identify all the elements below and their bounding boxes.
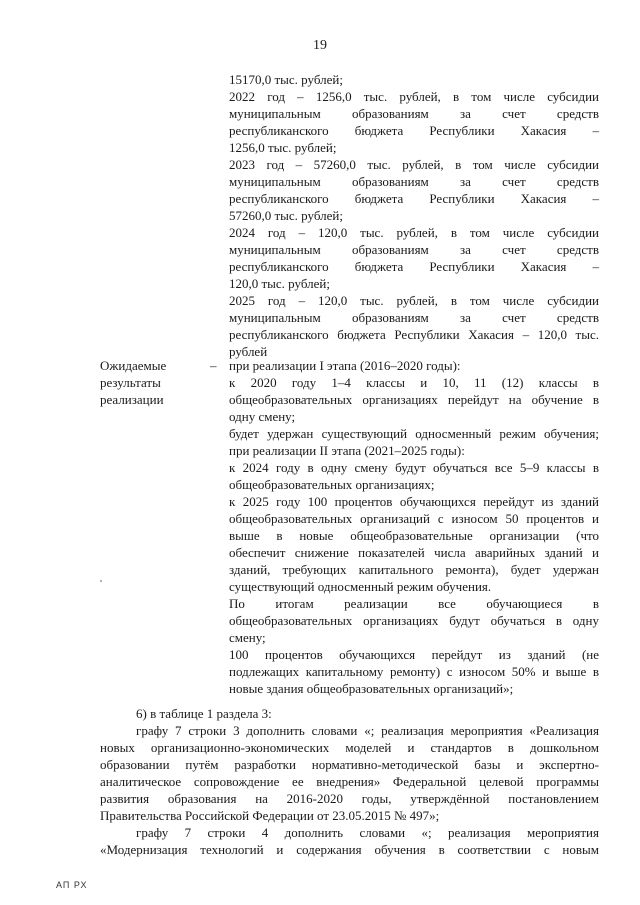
results-line: обеспечит снижение показателей числа аварийных зданий и xyxy=(229,545,599,560)
funding-line: 1256,0 тыс. рублей; xyxy=(229,140,337,155)
results-line: одну смену; xyxy=(229,409,296,424)
results-line: общеобразовательных организациях; xyxy=(229,477,435,492)
results-line: По итогам реализации все обучающиеся в xyxy=(229,596,599,611)
results-line: общеобразовательных организациях будут обучаться в одну xyxy=(229,613,599,628)
results-line: будет удержан существующий односменный режим обучения; xyxy=(229,426,599,441)
page-number: 19 xyxy=(313,38,327,53)
results-line: существующий односменный режим обучения. xyxy=(229,579,492,594)
results-line: выше в новые общеобразовательные организации (что xyxy=(229,528,599,543)
amendments-block xyxy=(100,705,599,858)
scan-speck xyxy=(100,580,102,582)
funding-line: муниципальным образованиям за счет средств xyxy=(229,242,599,257)
amendment-line: «Модернизация технологий и содержания обучения в соответствии с новым xyxy=(100,842,599,857)
results-line: смену; xyxy=(229,630,266,645)
funding-block xyxy=(229,71,599,360)
amendment-line: графу 7 строки 4 дополнить словами «; реализация мероприятия xyxy=(136,825,599,840)
results-line: к 2020 году 1–4 классы и 10, 11 (12) классы в xyxy=(229,375,599,390)
results-line: при реализации II этапа (2021–2025 годы): xyxy=(229,443,465,458)
funding-line: 2025 год – 120,0 тыс. рублей, в том числе субсидии xyxy=(229,293,599,308)
funding-line: республиканского бюджета Республики Хакасия – 120,0 тыс. xyxy=(229,327,599,342)
funding-line: республиканского бюджета Республики Хакасия – xyxy=(229,123,599,138)
amendment-line: графу 7 строки 3 дополнить словами «; реализация мероприятия «Реализация xyxy=(136,723,599,738)
results-line: 100 процентов обучающихся перейдут из зданий (не xyxy=(229,647,599,662)
funding-line: республиканского бюджета Республики Хакасия – xyxy=(229,259,599,274)
results-block xyxy=(229,357,599,697)
funding-line: 2024 год – 120,0 тыс. рублей, в том числе субсидии xyxy=(229,225,599,240)
funding-line: муниципальным образованиям за счет средств xyxy=(229,174,599,189)
amendment-line: развития образования на 2016-2020 годы, утверждённой постановлением xyxy=(100,791,599,806)
funding-line: 120,0 тыс. рублей; xyxy=(229,276,330,291)
results-line: зданий, требующих капитального ремонта), будет удержан xyxy=(229,562,599,577)
results-label-line: реализации xyxy=(100,392,164,407)
results-line: к 2024 году в одну смену будут обучаться все 5–9 классы в xyxy=(229,460,599,475)
funding-line: муниципальным образованиям за счет средств xyxy=(229,310,599,325)
results-line: подлежащих капитальному ремонту) с износом 50% и выше в xyxy=(229,664,599,679)
funding-line: 57260,0 тыс. рублей; xyxy=(229,208,343,223)
funding-line: 15170,0 тыс. рублей; xyxy=(229,72,343,87)
results-line: общеобразовательных организациях перейдут на обучение в xyxy=(229,392,599,407)
results-line: общеобразовательных организаций с износом 50 процентов и xyxy=(229,511,599,526)
amendment-line: новых организационно-экономических моделей и стандартов в дошкольном xyxy=(100,740,599,755)
funding-line: рублей xyxy=(229,344,268,359)
funding-line: муниципальным образованиям за счет средств xyxy=(229,106,599,121)
amendment-line: образовании путём разработки нормативно-методической базы и экспертно- xyxy=(100,757,599,772)
amendment-line: аналитическое сопровождение ее внедрения» Федеральной целевой программы xyxy=(100,774,599,789)
footer-stamp: АП РХ xyxy=(56,880,88,890)
funding-line: республиканского бюджета Республики Хакасия – xyxy=(229,191,599,206)
results-label xyxy=(100,357,210,408)
results-label-line: результаты xyxy=(100,375,161,390)
results-label-line: Ожидаемые xyxy=(100,358,167,373)
funding-line: 2023 год – 57260,0 тыс. рублей, в том числе субсидии xyxy=(229,157,599,172)
results-line: при реализации I этапа (2016–2020 годы): xyxy=(229,358,461,373)
results-line: к 2025 году 100 процентов обучающихся перейдут из зданий xyxy=(229,494,599,509)
funding-line: 2022 год – 1256,0 тыс. рублей, в том числе субсидии xyxy=(229,89,599,104)
amendment-line: Правительства Российской Федерации от 23.05.2015 № 497»; xyxy=(100,808,440,823)
results-line: новые здания общеобразовательных организаций»; xyxy=(229,681,514,696)
amendments-heading: 6) в таблице 1 раздела 3: xyxy=(136,706,272,721)
results-dash: – xyxy=(210,358,217,373)
